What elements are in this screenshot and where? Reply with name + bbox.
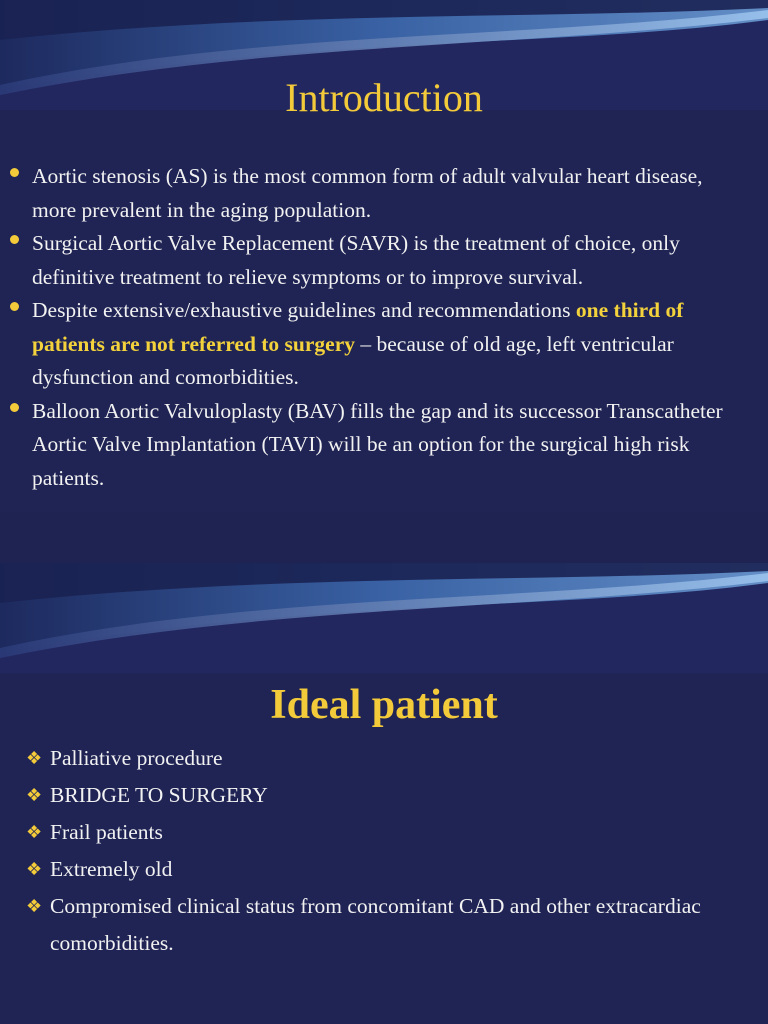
bullet-highlight: one third of patients are not referred to surgery bbox=[32, 298, 684, 356]
slide-title: Introduction bbox=[285, 75, 483, 120]
list-item bbox=[26, 851, 748, 888]
bullet-list bbox=[0, 160, 768, 495]
list-item-text: Frail patients bbox=[50, 820, 163, 844]
diamond-bullet-icon: ❖ bbox=[26, 859, 43, 879]
list-item-text: Palliative procedure bbox=[50, 746, 223, 770]
list-item bbox=[26, 888, 748, 962]
bullet-text-after: – because of old age, left ventricular dysfunction and comorbidities. bbox=[32, 331, 674, 389]
list-item-text: BRIDGE TO SURGERY bbox=[50, 783, 268, 807]
diamond-bullet-list bbox=[0, 740, 768, 962]
bullet-text: Aortic stenosis (AS) is the most common form of adult valvular heart disease, more prevalent in the aging population. bbox=[32, 164, 703, 222]
list-item-text: Extremely old bbox=[50, 857, 173, 881]
diamond-bullet-icon: ❖ bbox=[26, 748, 43, 768]
slide-ideal-patient bbox=[0, 563, 768, 1024]
slide-separator bbox=[0, 512, 768, 563]
header-swoosh-graphic bbox=[0, 563, 768, 673]
round-yellow-dot-icon bbox=[10, 403, 19, 412]
list-item bbox=[26, 814, 748, 851]
bullet-text-before: Despite extensive/exhaustive guidelines and recommendations bbox=[32, 298, 576, 322]
diamond-bullet-icon: ❖ bbox=[26, 822, 43, 842]
round-yellow-dot-icon bbox=[10, 302, 19, 311]
diamond-bullet-icon: ❖ bbox=[26, 896, 43, 916]
bullet-text: Surgical Aortic Valve Replacement (SAVR) is the treatment of choice, only definitive treatment to relieve symptoms or to improve survival. bbox=[32, 231, 680, 289]
diamond-bullet-icon: ❖ bbox=[26, 785, 43, 805]
bullet-item bbox=[8, 160, 748, 227]
bullet-text: Balloon Aortic Valvuloplasty (BAV) fills the gap and its successor Transcatheter Aortic Valve Implantation (TAVI) will be an option for the surgical high risk patients. bbox=[32, 398, 723, 490]
bullet-item bbox=[8, 227, 748, 294]
list-item bbox=[26, 740, 748, 777]
list-item bbox=[26, 777, 748, 814]
list-item-text: Compromised clinical status from concomitant CAD and other extracardiac comorbidities. bbox=[50, 894, 701, 955]
bullet-item bbox=[8, 395, 748, 496]
bullet-item bbox=[8, 294, 748, 395]
slide-title: Ideal patient bbox=[270, 682, 498, 728]
round-yellow-dot-icon bbox=[10, 168, 19, 177]
round-yellow-dot-icon bbox=[10, 235, 19, 244]
